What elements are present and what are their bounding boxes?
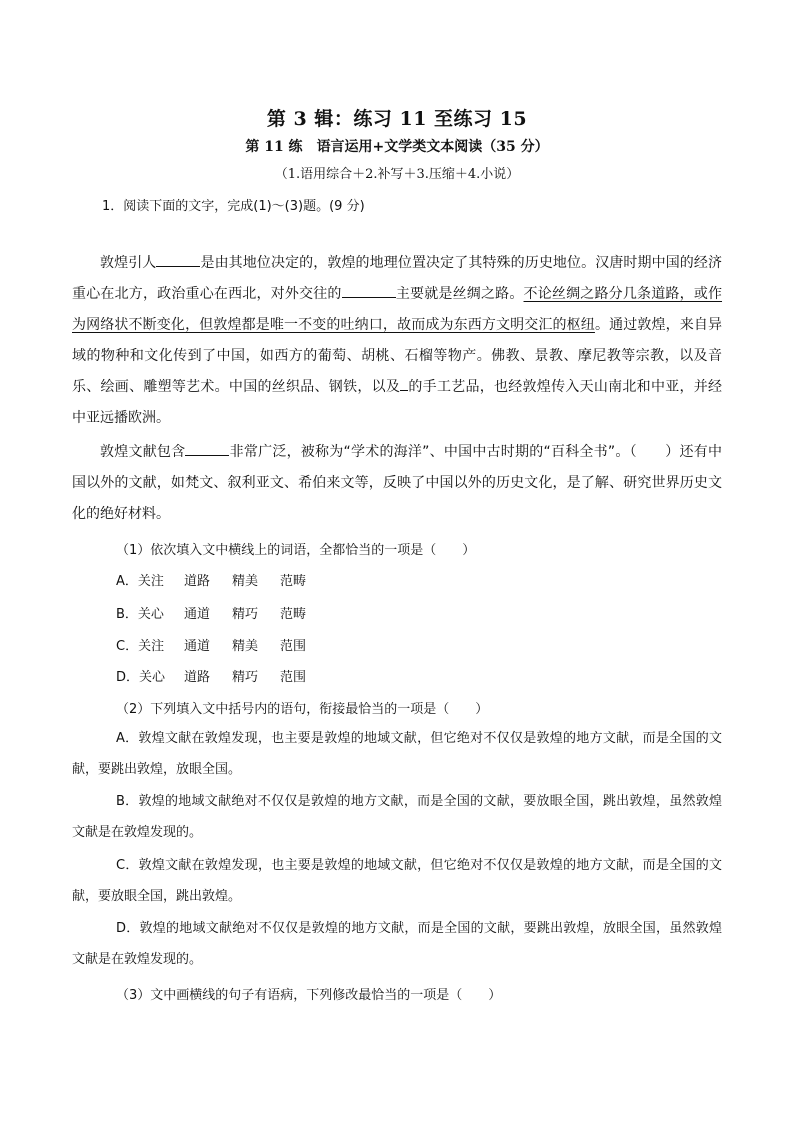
option-b-word-1: B．关心: [116, 607, 164, 622]
para1-text-5: 的手工艺品，也经敦煌传入天山南北和中亚，并经中亚远播欧洲。: [72, 379, 723, 426]
exercise-number: 第 11 练: [245, 139, 303, 155]
sub2-option-c: C．敦煌文献在敦煌发现，也主要是敦煌的地域文献，但它绝对不仅仅是敦煌的地方文献，而是全国的文献，要放眼全国，跳出敦煌。: [72, 858, 722, 904]
passage-paragraph-1: [72, 248, 722, 434]
para2-text-2: 非常广泛，被称为“学术的海洋”、中国中古时期的“百科全书”。（ ）还有中国以外的文献，如梵文、叙利亚文、希伯来文等，反映了中国以外的历史文化，是了解、研究世界历史文化的绝好材料。: [72, 444, 723, 522]
para1-text-2: 是由其地位决定的，敦煌的地理位置决定了其特殊的历史地位。汉唐时期中国的经济重心在北方，政治重心在西北，对外交往的: [72, 255, 722, 302]
para1-text-1: 敦煌引人: [100, 255, 157, 271]
page-title: 第 3 辑：练习 11 至练习 15: [266, 108, 528, 130]
exercise-subtitle: [0, 136, 794, 156]
option-b-word-2: 通道: [184, 607, 211, 622]
option-b-word-4: 范畴: [280, 607, 307, 622]
option-row-a: [116, 570, 306, 589]
sub-question-3-stem: （3）文中画横线的句子有语病，下列修改最恰当的一项是（ ）: [116, 988, 502, 1003]
option-a-word-3: 精美: [232, 574, 259, 589]
option-c-word-2: 通道: [184, 639, 211, 654]
fill-blank-1: [156, 252, 200, 267]
sub2-option-d: D．敦煌的地域文献绝对不仅仅是敦煌的地方文献，而是全国的文献，要跳出敦煌，放眼全国，虽然敦煌文献是在敦煌发现的。: [72, 921, 722, 967]
option-d-word-2: 道路: [184, 670, 211, 685]
underlined-sentence: 不论丝绸之路分几条道路，或作为网络状不断变化，但敦煌都是唯一不变的吐纳口，故而成为东西方文明交汇的枢纽: [72, 286, 723, 333]
option-a-word-2: 道路: [184, 574, 211, 589]
sub-question-1-stem: （1）依次填入文中横线上的词语，全都恰当的一项是（ ）: [116, 543, 476, 558]
exercise-topic: 语言运用+文学类文本阅读（35 分）: [316, 139, 549, 155]
para1-text-3: 主要就是丝绸之路。: [395, 286, 524, 302]
option-c-word-1: C．关注: [116, 639, 165, 654]
option-d-word-4: 范围: [280, 670, 307, 685]
para2-text-1: 敦煌文献包含: [100, 444, 186, 460]
passage-paragraph-2: [72, 437, 722, 530]
sub2-option-a: A．敦煌文献在敦煌发现，也主要是敦煌的地域文献，但它绝对不仅仅是敦煌的地方文献，而是全国的文献，要跳出敦煌，放眼全国。: [72, 731, 722, 777]
option-d-word-3: 精巧: [232, 670, 259, 685]
fill-blank-2: [342, 283, 396, 298]
option-c-word-4: 范围: [280, 639, 307, 654]
option-a-word-4: 范畴: [280, 574, 307, 589]
option-row-b: [116, 603, 306, 622]
option-b-word-3: 精巧: [232, 607, 259, 622]
option-d-word-1: D．关心: [116, 670, 166, 685]
exercise-note: （1.语用综合＋2.补写＋3.压缩＋4.小说）: [274, 167, 520, 182]
option-a-word-1: A．关注: [116, 574, 164, 589]
option-row-d: [116, 666, 306, 685]
sub2-option-b: B．敦煌的地域文献绝对不仅仅是敦煌的地方文献，而是全国的文献，要放眼全国，跳出敦煌，虽然敦煌文献是在敦煌发现的。: [72, 794, 722, 840]
question-1-stem: 1．阅读下面的文字，完成(1)～(3)题。(9 分): [102, 199, 365, 214]
para1-text-4: 。通过敦煌，来自异域的物种和文化传到了中国，如西方的葡萄、胡桃、石榴等物产。佛教、景教、摩尼教等宗教，以及音乐、绘画、雕塑等艺术。中国的丝织品、钢铁，以及: [72, 317, 723, 395]
fill-blank-3: [400, 376, 408, 391]
sub-question-2-stem: （2）下列填入文中括号内的语句，衔接最恰当的一项是（ ）: [116, 702, 489, 717]
option-c-word-3: 精美: [232, 639, 259, 654]
fill-blank-4: [185, 441, 229, 456]
option-row-c: [116, 635, 306, 654]
